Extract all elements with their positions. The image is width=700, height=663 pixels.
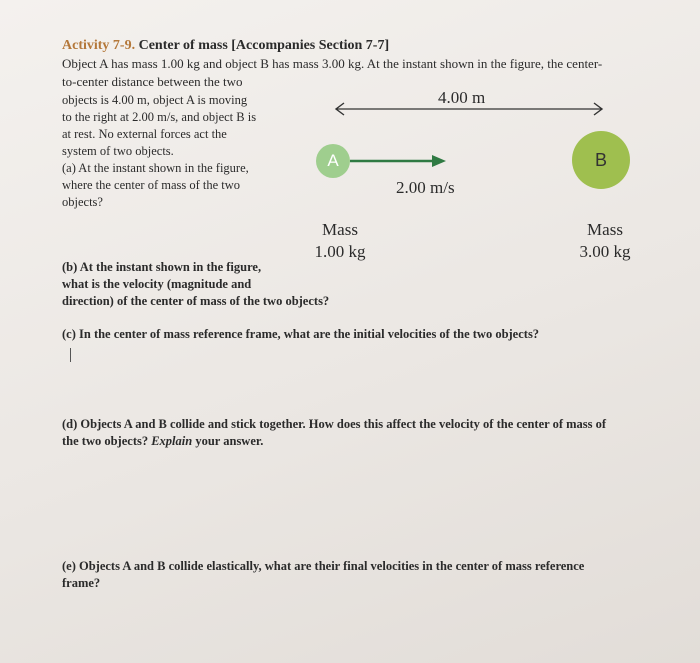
question-d-line-2 (62, 433, 606, 450)
mass-a-value: 1.00 kg (314, 242, 366, 261)
mass-b-title: Mass (587, 220, 623, 239)
question-d-prefix: the two objects? (62, 434, 152, 448)
mass-a-title: Mass (322, 220, 358, 239)
object-a: A (316, 144, 350, 178)
question-e (62, 558, 584, 592)
activity-title (62, 38, 389, 54)
question-b-line: (b) At the instant shown in the figure, (62, 260, 262, 274)
intro-left-block (62, 92, 302, 160)
activity-heading: Center of mass [Accompanies Section 7-7] (135, 38, 390, 53)
text-cursor (70, 348, 71, 362)
intro-left-line: objects is 4.00 m, object A is moving (62, 93, 248, 107)
activity-number: Activity 7-9. (62, 38, 136, 53)
question-d-emphasis: Explain (151, 434, 193, 448)
mass-b-label (565, 219, 645, 263)
intro-line-2: to-center distance between the two (62, 74, 243, 89)
question-b-line: what is the velocity (magnitude and (62, 277, 252, 291)
question-b (62, 259, 329, 310)
distance-arrow (330, 100, 610, 118)
question-a-line: objects? (62, 195, 103, 209)
velocity-label: 2.00 m/s (396, 178, 455, 197)
object-b: B (572, 131, 630, 189)
question-a-line: (a) At the instant shown in the figure, (62, 161, 249, 175)
intro-left-line: at rest. No external forces act the (62, 127, 227, 141)
question-a-line: where the center of mass of the two (62, 178, 241, 192)
question-e-line-1: (e) Objects A and B collide elastically, what are their final velocities in the center of mass reference (62, 559, 585, 573)
intro-left-line: to the right at 2.00 m/s, and object B is (62, 110, 257, 124)
question-e-line-2: frame? (62, 576, 101, 590)
velocity-arrow (350, 152, 450, 170)
question-c: (c) In the center of mass reference frame, what are the initial velocities of the two objects? (62, 327, 540, 341)
question-d-line-1: (d) Objects A and B collide and stick together. How does this affect the velocity of the center of mass of (62, 417, 607, 431)
question-b-line: direction) of the center of mass of the two objects? (62, 294, 330, 308)
distance-label: 4.00 m (438, 88, 486, 107)
intro-left-line: system of two objects. (62, 144, 174, 158)
mass-b-value: 3.00 kg (579, 242, 631, 261)
question-d (62, 416, 606, 450)
mass-a-label (300, 219, 380, 263)
question-a (62, 160, 302, 211)
intro-line-1: Object A has mass 1.00 kg and object B has mass 3.00 kg. At the instant shown in the figure, the center- (62, 56, 603, 71)
question-d-suffix: your answer. (192, 434, 264, 448)
